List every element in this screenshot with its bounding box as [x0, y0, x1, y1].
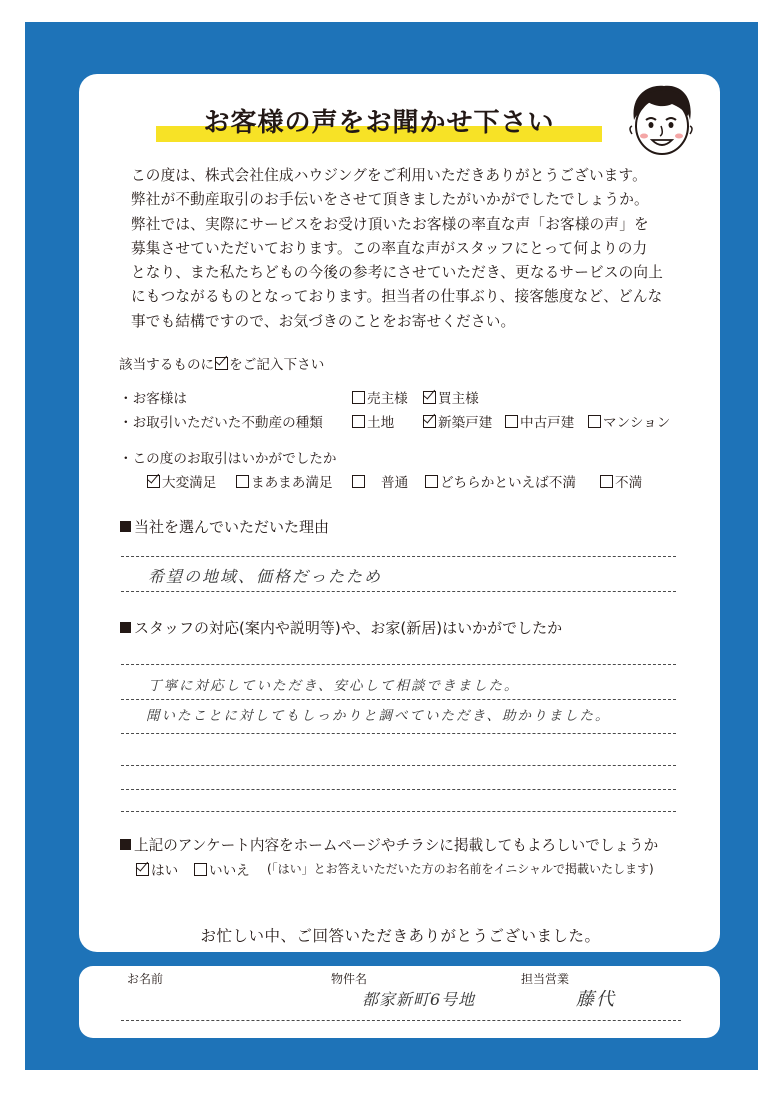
checkbox-land[interactable]: [352, 415, 365, 428]
sales-rep-value[interactable]: 藤代: [576, 989, 616, 1010]
intro-paragraph: この度は、株式会社住成ハウジングをご利用いただきありがとうございます。 弊社が不動産取引のお手伝いをさせて頂きましたがいかがでしたでしょうか。 弊社では、実際にサービスをお受け頂いたお客様の率直な声「お客様の声」を 募集させていただいております。この率直な声がスタッフにとって何よりの力 となり、また私たちどもの今後の参考にさせていただき、更なるサービスの向上 にもつながるものとなっております。担当者の仕事ぶり、接客態度など、どんな 事でも結構ですので、お気づきのことをお寄せください。: [131, 167, 663, 330]
option-new-house[interactable]: [423, 411, 492, 431]
footer-line: [121, 1020, 681, 1021]
answer-line: [121, 699, 676, 700]
customer-type-label: ・お客様は: [119, 391, 187, 407]
property-label: 物件名: [331, 972, 368, 986]
sample-checkbox-icon: [215, 357, 228, 370]
instruction-before: 該当するものに: [119, 357, 215, 373]
checkbox-somewhat-satisfied[interactable]: [236, 475, 249, 488]
checkbox-mansion[interactable]: [588, 415, 601, 428]
option-buyer[interactable]: [423, 387, 479, 407]
checkbox-seller[interactable]: [352, 391, 365, 404]
name-label: お名前: [127, 972, 164, 986]
option-used-house-label: 中古戸建: [520, 415, 575, 431]
checkbox-buyer[interactable]: [423, 391, 436, 404]
checkbox-very-satisfied[interactable]: [147, 475, 160, 488]
property-type-label: ・お取引いただいた不動産の種類: [119, 415, 323, 431]
answer-line: [121, 556, 676, 557]
option-publish-no[interactable]: [194, 859, 250, 879]
staff-section-title: [120, 617, 562, 638]
option-new-house-label: 新築戸建: [438, 415, 493, 431]
checkbox-publish-yes[interactable]: [136, 863, 149, 876]
checklist-instruction: [119, 353, 324, 373]
square-bullet-icon: [120, 839, 131, 850]
publish-section-title: [120, 834, 658, 855]
option-somewhat-dissatisfied[interactable]: [425, 471, 576, 491]
staff-title-text: スタッフの対応(案内や説明等)や、お家(新居)はいかがでしたか: [134, 619, 563, 637]
checkbox-new-house[interactable]: [423, 415, 436, 428]
option-mansion[interactable]: [588, 411, 670, 431]
checkbox-publish-no[interactable]: [194, 863, 207, 876]
option-mansion-label: マンション: [603, 415, 671, 431]
page-title: お客様の声をお聞かせ下さい: [203, 108, 555, 138]
publish-yes-label: はい: [151, 863, 179, 879]
checkbox-used-house[interactable]: [505, 415, 518, 428]
option-somewhat-satisfied[interactable]: [236, 471, 333, 491]
checkbox-neutral[interactable]: [352, 475, 365, 488]
reason-answer[interactable]: 希望の地域、価格だったため: [148, 567, 383, 586]
answer-line: [121, 765, 676, 766]
square-bullet-icon: [120, 622, 131, 633]
closing-message: お忙しい中、ご回答いただきありがとうございました。: [200, 927, 601, 945]
option-buyer-label: 買主様: [438, 391, 479, 407]
answer-line: [121, 591, 676, 592]
option-land[interactable]: [352, 411, 394, 431]
publish-note: (「はい」とお答えいただいた方のお名前をイニシャルで掲載いたします): [267, 862, 654, 876]
checkbox-somewhat-dissatisfied[interactable]: [425, 475, 438, 488]
option-land-label: 土地: [367, 415, 395, 431]
reason-section-title: [120, 516, 329, 537]
answer-line: [121, 733, 676, 734]
staff-answer-line-1[interactable]: 丁寧に対応していただき、安心して相談できました。: [148, 678, 520, 694]
option-seller-label: 売主様: [367, 391, 408, 407]
option-very-satisfied[interactable]: [147, 471, 216, 491]
instruction-after: をご記入下さい: [229, 357, 325, 373]
option-publish-yes[interactable]: [136, 859, 178, 879]
option-neutral[interactable]: [352, 471, 408, 491]
staff-answer-line-2[interactable]: 聞いたことに対してもしっかりと調べていただき、助かりました。: [146, 708, 611, 724]
publish-no-label: いいえ: [209, 863, 250, 879]
answer-line: [121, 664, 676, 665]
answer-line: [121, 789, 676, 790]
square-bullet-icon: [120, 521, 131, 532]
option-somewhat-dissatisfied-label: どちらかといえば不満: [440, 475, 576, 491]
sales-label: 担当営業: [521, 972, 570, 986]
title-block: [156, 102, 602, 146]
option-used-house[interactable]: [505, 411, 574, 431]
answer-line: [121, 811, 676, 812]
satisfaction-label: ・この度のお取引はいかがでしたか: [119, 451, 337, 467]
publish-title-text: 上記のアンケート内容をホームページやチラシに掲載してもよろしいでしょうか: [134, 837, 659, 854]
reason-title-text: 当社を選んでいただいた理由: [134, 518, 330, 536]
option-dissatisfied[interactable]: [600, 471, 642, 491]
option-very-satisfied-label: 大変満足: [162, 475, 217, 491]
checkbox-dissatisfied[interactable]: [600, 475, 613, 488]
option-neutral-label: 普通: [381, 475, 409, 491]
staff-mascot-face-icon: [620, 80, 702, 162]
option-somewhat-satisfied-label: まあまあ満足: [251, 475, 333, 491]
option-seller[interactable]: [352, 387, 408, 407]
property-name-value[interactable]: 都家新町6号地: [362, 990, 476, 1009]
option-dissatisfied-label: 不満: [615, 475, 643, 491]
